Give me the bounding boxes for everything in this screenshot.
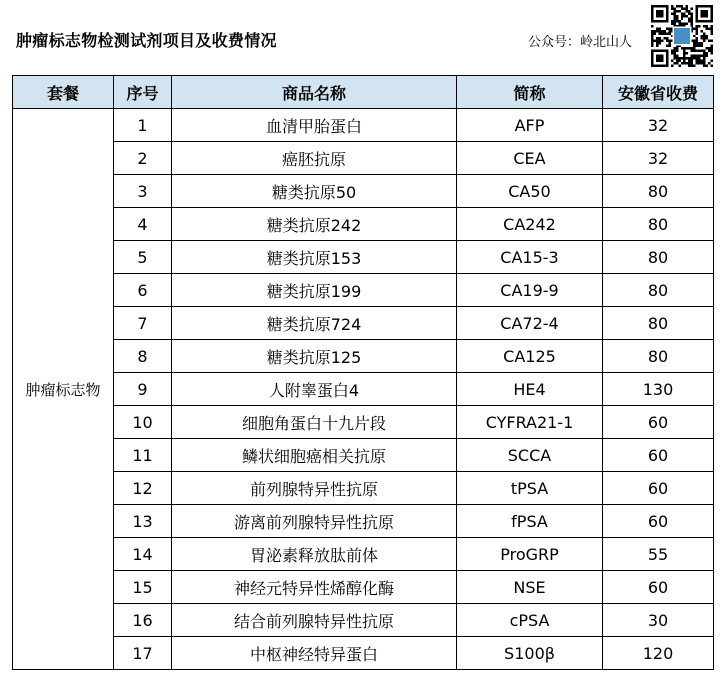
fee-value: 80 bbox=[603, 274, 714, 307]
table-row bbox=[13, 208, 714, 241]
col-header-package: 套餐 bbox=[13, 76, 114, 109]
fee-value: 80 bbox=[603, 241, 714, 274]
table-row bbox=[13, 109, 714, 142]
qr-code-icon bbox=[651, 5, 713, 67]
fee-value: 80 bbox=[603, 307, 714, 340]
table-row bbox=[13, 241, 714, 274]
row-number: 17 bbox=[114, 637, 172, 670]
product-name: 糖类抗原50 bbox=[172, 175, 457, 208]
col-header-fee: 安徽省收费 bbox=[603, 76, 714, 109]
table-row bbox=[13, 571, 714, 604]
fee-value: 80 bbox=[603, 340, 714, 373]
product-name: 游离前列腺特异性抗原 bbox=[172, 505, 457, 538]
fee-value: 60 bbox=[603, 571, 714, 604]
table-row bbox=[13, 307, 714, 340]
product-name: 神经元特异性烯醇化酶 bbox=[172, 571, 457, 604]
col-header-name: 商品名称 bbox=[172, 76, 457, 109]
row-number: 3 bbox=[114, 175, 172, 208]
table-row bbox=[13, 637, 714, 670]
fee-value: 80 bbox=[603, 175, 714, 208]
table-row bbox=[13, 175, 714, 208]
table-row bbox=[13, 406, 714, 439]
product-name: 细胞角蛋白十九片段 bbox=[172, 406, 457, 439]
fee-value: 60 bbox=[603, 505, 714, 538]
abbreviation: tPSA bbox=[457, 472, 603, 505]
row-number: 5 bbox=[114, 241, 172, 274]
page-title: 肿瘤标志物检测试剂项目及收费情况 bbox=[16, 31, 277, 50]
abbreviation: S100β bbox=[457, 637, 603, 670]
row-number: 2 bbox=[114, 142, 172, 175]
fee-value: 32 bbox=[603, 109, 714, 142]
row-number: 1 bbox=[114, 109, 172, 142]
product-name: 癌胚抗原 bbox=[172, 142, 457, 175]
abbreviation: CYFRA21-1 bbox=[457, 406, 603, 439]
table-row bbox=[13, 472, 714, 505]
table-row bbox=[13, 274, 714, 307]
row-number: 15 bbox=[114, 571, 172, 604]
table-row bbox=[13, 340, 714, 373]
fee-table bbox=[12, 75, 714, 670]
abbreviation: SCCA bbox=[457, 439, 603, 472]
fee-value: 55 bbox=[603, 538, 714, 571]
fee-value: 30 bbox=[603, 604, 714, 637]
product-name: 前列腺特异性抗原 bbox=[172, 472, 457, 505]
abbreviation: CA19-9 bbox=[457, 274, 603, 307]
table-row bbox=[13, 538, 714, 571]
table-row bbox=[13, 505, 714, 538]
col-header-abbr: 简称 bbox=[457, 76, 603, 109]
product-name: 糖类抗原724 bbox=[172, 307, 457, 340]
product-name: 胃泌素释放肽前体 bbox=[172, 538, 457, 571]
table-row bbox=[13, 439, 714, 472]
fee-value: 32 bbox=[603, 142, 714, 175]
abbreviation: cPSA bbox=[457, 604, 603, 637]
row-number: 4 bbox=[114, 208, 172, 241]
product-name: 中枢神经特异蛋白 bbox=[172, 637, 457, 670]
product-name: 鳞状细胞癌相关抗原 bbox=[172, 439, 457, 472]
abbreviation: ProGRP bbox=[457, 538, 603, 571]
row-number: 8 bbox=[114, 340, 172, 373]
row-number: 9 bbox=[114, 373, 172, 406]
fee-value: 120 bbox=[603, 637, 714, 670]
table-header-row bbox=[13, 76, 714, 109]
row-number: 6 bbox=[114, 274, 172, 307]
abbreviation: CA125 bbox=[457, 340, 603, 373]
row-number: 10 bbox=[114, 406, 172, 439]
package-cell: 肿瘤标志物 bbox=[13, 109, 114, 670]
row-number: 12 bbox=[114, 472, 172, 505]
table-row bbox=[13, 604, 714, 637]
fee-value: 130 bbox=[603, 373, 714, 406]
product-name: 糖类抗原153 bbox=[172, 241, 457, 274]
row-number: 11 bbox=[114, 439, 172, 472]
abbreviation: HE4 bbox=[457, 373, 603, 406]
table-row bbox=[13, 142, 714, 175]
abbreviation: AFP bbox=[457, 109, 603, 142]
abbreviation: NSE bbox=[457, 571, 603, 604]
fee-value: 60 bbox=[603, 406, 714, 439]
abbreviation: fPSA bbox=[457, 505, 603, 538]
abbreviation: CA72-4 bbox=[457, 307, 603, 340]
fee-value: 60 bbox=[603, 439, 714, 472]
abbreviation: CA15-3 bbox=[457, 241, 603, 274]
col-header-no: 序号 bbox=[114, 76, 172, 109]
product-name: 结合前列腺特异性抗原 bbox=[172, 604, 457, 637]
row-number: 14 bbox=[114, 538, 172, 571]
row-number: 13 bbox=[114, 505, 172, 538]
fee-value: 60 bbox=[603, 472, 714, 505]
row-number: 7 bbox=[114, 307, 172, 340]
abbreviation: CEA bbox=[457, 142, 603, 175]
abbreviation: CA242 bbox=[457, 208, 603, 241]
fee-value: 80 bbox=[603, 208, 714, 241]
row-number: 16 bbox=[114, 604, 172, 637]
account-label: 公众号：岭北山人 bbox=[528, 35, 633, 50]
product-name: 人附睾蛋白4 bbox=[172, 373, 457, 406]
product-name: 糖类抗原242 bbox=[172, 208, 457, 241]
product-name: 糖类抗原125 bbox=[172, 340, 457, 373]
abbreviation: CA50 bbox=[457, 175, 603, 208]
product-name: 糖类抗原199 bbox=[172, 274, 457, 307]
table-row bbox=[13, 373, 714, 406]
product-name: 血清甲胎蛋白 bbox=[172, 109, 457, 142]
